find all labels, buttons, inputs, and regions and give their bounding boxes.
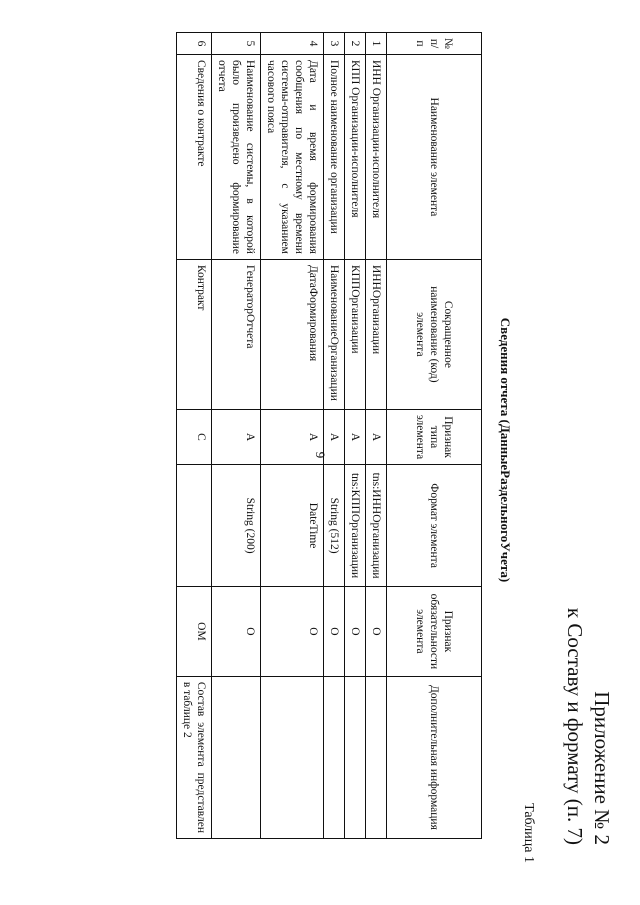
cell-element-format (177, 465, 212, 587)
cell-additional-info (212, 676, 261, 838)
table-row (345, 33, 366, 839)
cell-element-required: О (324, 586, 345, 676)
cell-element-required: О (366, 586, 387, 676)
cell-element-code: НаименованиеОрганизации (324, 259, 345, 409)
cell-element-code: ИННОрганизации (366, 259, 387, 409)
cell-element-required: ОМ (177, 586, 212, 676)
cell-element-code: ГенераторОтчета (212, 259, 261, 409)
header-element-name: Наименование элемента (387, 54, 482, 259)
cell-number: 2 (345, 33, 366, 55)
cell-element-format: String (512) (324, 465, 345, 587)
cell-additional-info (261, 676, 324, 838)
cell-element-code: ДатаФормирования (261, 259, 324, 409)
cell-element-format: DateTime (261, 465, 324, 587)
appendix-title: Приложение № 2 (590, 691, 614, 845)
cell-element-format: tns:ИННОрганизации (366, 465, 387, 587)
cell-element-code: Контракт (177, 259, 212, 409)
report-table (176, 32, 482, 839)
cell-number: 3 (324, 33, 345, 55)
cell-number: 1 (366, 33, 387, 55)
table-header-row (387, 33, 482, 839)
cell-element-name: Сведения о контракте (177, 54, 212, 259)
table-title: Сведения отчета (ДанныеРаздельногоУчета) (498, 317, 513, 583)
cell-element-name: ИНН Организации-исполнителя (366, 54, 387, 259)
cell-element-required: О (261, 586, 324, 676)
cell-additional-info: Состав элемента представлен в таблице 2 (177, 676, 212, 838)
cell-element-name: Наименование системы, в которой было произведено формирование отчета (212, 54, 261, 259)
cell-element-format: String (200) (212, 465, 261, 587)
header-element-format: Формат элемента (387, 465, 482, 587)
page-number: 9 (313, 451, 328, 459)
cell-element-code: КППОрганизации (345, 259, 366, 409)
table-row (261, 33, 324, 839)
cell-element-type: А (212, 409, 261, 464)
cell-number: 5 (212, 33, 261, 55)
cell-element-format: tns:КППОрганизации (345, 465, 366, 587)
cell-additional-info (345, 676, 366, 838)
cell-element-type: А (261, 409, 324, 464)
cell-element-name: Дата и время формирования сообщения по местному времени системы-отправителя, с указанием часового пояса (261, 54, 324, 259)
cell-additional-info (366, 676, 387, 838)
cell-element-type: С (177, 409, 212, 464)
cell-element-type: А (345, 409, 366, 464)
table-row (324, 33, 345, 839)
appendix-subtitle: к Составу и формату (п. 7) (563, 607, 587, 845)
header-additional-info: Дополнительная информация (387, 676, 482, 838)
header-element-code: Сокращенное наименование (код) элемента (387, 259, 482, 409)
table-row (366, 33, 387, 839)
cell-number: 6 (177, 33, 212, 55)
cell-element-type: А (366, 409, 387, 464)
cell-element-name: Полное наименование организации (324, 54, 345, 259)
cell-element-name: КПП Организации-исполнителя (345, 54, 366, 259)
table-name: Таблица 1 (521, 803, 536, 863)
cell-element-type: А (324, 409, 345, 464)
header-element-type: Признак типа элемента (387, 409, 482, 464)
cell-additional-info (324, 676, 345, 838)
header-number: № п/п (387, 33, 482, 55)
header-element-required: Признак обязательности элемента (387, 586, 482, 676)
cell-element-required: О (345, 586, 366, 676)
table-row (212, 33, 261, 839)
appendix-header (561, 608, 615, 845)
cell-number: 4 (261, 33, 324, 55)
cell-element-required: О (212, 586, 261, 676)
table-row (177, 33, 212, 839)
